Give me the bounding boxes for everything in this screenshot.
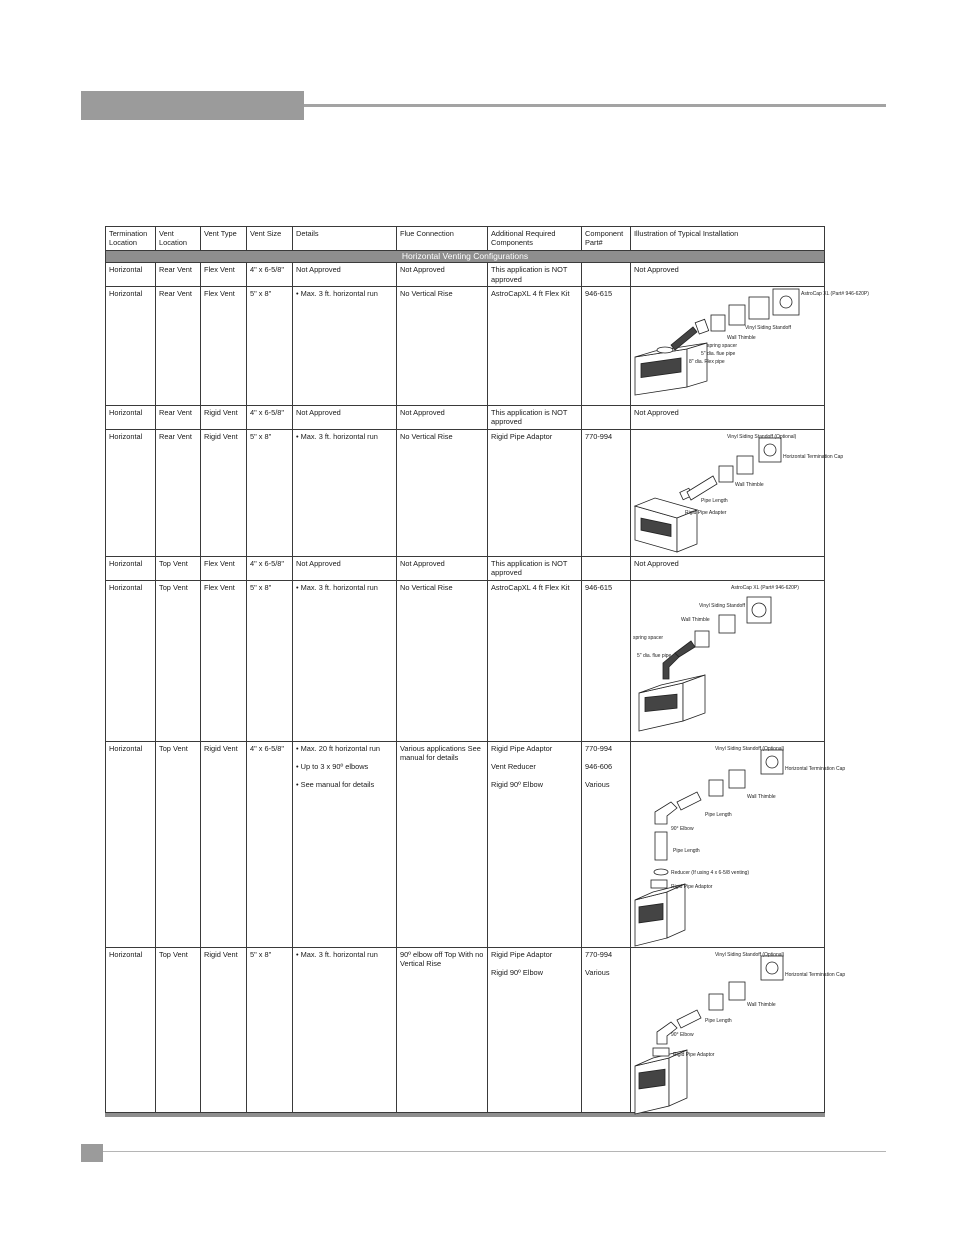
cell-details: Not Approved (293, 263, 397, 287)
cell-details: Not Approved (293, 406, 397, 430)
cell-term: Horizontal (106, 556, 156, 580)
label-wall-thimble: Wall Thimble (727, 335, 756, 342)
section-header-row (106, 250, 825, 262)
label-pipe-length: Pipe Length (705, 811, 732, 818)
component-line: Rigid 90º Elbow (491, 780, 543, 790)
detail-line: • Up to 3 x 90º elbows (296, 762, 369, 772)
label-rigid-pipe-adaptor: Rigid Pipe Adaptor (673, 1051, 715, 1058)
cell-loc: Rear Vent (156, 263, 201, 287)
cell-components (488, 741, 582, 947)
col-termination-location: Termination Location (106, 227, 156, 251)
cell-term: Horizontal (106, 429, 156, 556)
cell-type: Rigid Vent (201, 406, 247, 430)
cell-parts (582, 741, 631, 947)
cell-size: 4" x 6-5/8" (247, 406, 293, 430)
cell-size: 5" x 8" (247, 429, 293, 556)
component-line: Rigid Pipe Adaptor (491, 743, 553, 753)
label-flue-pipe: 5" dia. flue pipe (637, 652, 672, 659)
cell-type: Flex Vent (201, 287, 247, 406)
cell-components: Rigid Pipe Adaptor (488, 429, 582, 556)
table-row (106, 556, 825, 580)
cell-loc: Top Vent (156, 947, 201, 1112)
installation-illustration (631, 948, 846, 1112)
detail-line: • See manual for details (296, 780, 375, 790)
cell-term: Horizontal (106, 580, 156, 741)
col-additional-components: Additional Required Components (488, 227, 582, 251)
label-spring-spacer: spring spacer (707, 343, 738, 350)
cell-type: Flex Vent (201, 580, 247, 741)
cell-type: Rigid Vent (201, 429, 247, 556)
part-line: Various (585, 780, 610, 790)
footer-tab (81, 1144, 103, 1162)
component-line: Vent Reducer (491, 762, 536, 772)
cell-loc: Rear Vent (156, 429, 201, 556)
vent-kit-drawing (651, 750, 783, 888)
detail-line: • Max. 20 ft horizontal run (296, 743, 380, 753)
cell-illustration: Not Approved (631, 406, 825, 430)
cell-flue: Not Approved (397, 406, 488, 430)
label-rigid-pipe-adapter: Rigid Pipe Adapter (685, 509, 727, 516)
table-row (106, 287, 825, 406)
cell-parts: 946-615 (582, 580, 631, 741)
cell-term: Horizontal (106, 263, 156, 287)
cell-term: Horizontal (106, 947, 156, 1112)
header-tab (81, 91, 304, 120)
cell-type: Flex Vent (201, 556, 247, 580)
installation-illustration (631, 430, 844, 556)
table-row (106, 406, 825, 430)
component-line: Rigid Pipe Adaptor (491, 949, 553, 959)
cell-details: • Max. 3 ft. horizontal run (293, 947, 397, 1112)
label-pipe-length: Pipe Length (701, 497, 728, 504)
cell-components: This application is NOT approved (488, 556, 582, 580)
cell-loc: Rear Vent (156, 406, 201, 430)
cell-flue: 90º elbow off Top With no Vertical Rise (397, 947, 488, 1112)
label-wall-thimble: Wall Thimble (747, 1001, 776, 1008)
part-line: 770-994 (585, 949, 613, 959)
vent-kit-drawing (663, 597, 771, 679)
cell-size: 4" x 6-5/8" (247, 741, 293, 947)
label-termination-cap: Horizontal Termination Cap (785, 971, 846, 978)
fireplace-drawing (635, 1050, 687, 1114)
cell-loc: Top Vent (156, 580, 201, 741)
cell-type: Rigid Vent (201, 947, 247, 1112)
cell-illustration (631, 741, 846, 947)
cell-illustration: Not Approved (631, 263, 825, 287)
fireplace-drawing (635, 884, 685, 946)
cell-components: This application is NOT approved (488, 263, 582, 287)
venting-table (105, 226, 869, 1117)
label-wall-thimble: Wall Thimble (735, 481, 764, 488)
cell-type: Flex Vent (201, 263, 247, 287)
header-rule (304, 104, 886, 107)
cell-parts: 770-994 (582, 429, 631, 556)
cell-details: • Max. 3 ft. horizontal run (293, 429, 397, 556)
cell-size: 5" x 8" (247, 947, 293, 1112)
part-line: 946-606 (585, 762, 613, 772)
table-bottom-bar (106, 1112, 825, 1116)
cell-components: AstroCapXL 4 ft Flex Kit (488, 287, 582, 406)
label-siding-standoff: Vinyl Siding Standoff (745, 325, 791, 332)
cell-flue: Not Approved (397, 556, 488, 580)
table-row (106, 741, 825, 947)
cell-details: • Max. 3 ft. horizontal run (293, 287, 397, 406)
table-header-row (106, 227, 825, 251)
fireplace-drawing (639, 675, 705, 731)
label-astrocap: AstroCap XL (Part# 946-620P) (731, 584, 799, 591)
col-details: Details (293, 227, 397, 251)
col-flue-connection: Flue Connection (397, 227, 488, 251)
cell-parts (582, 406, 631, 430)
cell-parts: 946-615 (582, 287, 631, 406)
cell-size: 4" x 6-5/8" (247, 263, 293, 287)
cell-flue: No Vertical Rise (397, 287, 488, 406)
cell-size: 5" x 8" (247, 580, 293, 741)
cell-flue: Not Approved (397, 263, 488, 287)
cell-size: 4" x 6-5/8" (247, 556, 293, 580)
col-illustration: Illustration of Typical Installation (631, 227, 825, 251)
label-astrocap: AstroCap XL (Part# 946-620P) (801, 291, 869, 298)
installation-illustration (631, 742, 846, 947)
label-termination-cap: Horizontal Termination Cap (785, 765, 846, 772)
label-elbow: 90° Elbow (671, 825, 694, 832)
label-wall-thimble: Wall Thimble (747, 793, 776, 800)
label-pipe-length: Pipe Length (705, 1017, 732, 1024)
cell-illustration (631, 580, 825, 741)
label-rigid-pipe-adaptor: Rigid Pipe Adaptor (671, 883, 713, 890)
cell-size: 5" x 8" (247, 287, 293, 406)
col-vent-type: Vent Type (201, 227, 247, 251)
label-siding-standoff: Vinyl Siding Standoff (Optional) (715, 745, 785, 752)
footer-rule (103, 1151, 886, 1152)
cell-details: • Max. 3 ft. horizontal run (293, 580, 397, 741)
table-row (106, 263, 825, 287)
cell-illustration (631, 429, 844, 556)
col-vent-location: Vent Location (156, 227, 201, 251)
col-component-part: Component Part# (582, 227, 631, 251)
component-line: Rigid 90º Elbow (491, 968, 543, 978)
section-title: Horizontal Venting Configurations (106, 250, 825, 262)
cell-parts (582, 263, 631, 287)
cell-term: Horizontal (106, 406, 156, 430)
table-row (106, 429, 825, 556)
label-siding-standoff: Vinyl Siding Standoff (Optional) (727, 433, 797, 440)
cell-details (293, 741, 397, 947)
cell-parts (582, 947, 631, 1112)
label-flex-pipe: 8" dia. Flex pipe (689, 359, 725, 366)
cell-components (488, 947, 582, 1112)
vent-kit-drawing (680, 438, 781, 500)
cell-flue: No Vertical Rise (397, 429, 488, 556)
label-spring-spacer: spring spacer (633, 634, 664, 641)
cell-illustration: Not Approved (631, 556, 825, 580)
col-vent-size: Vent Size (247, 227, 293, 251)
cell-flue: No Vertical Rise (397, 580, 488, 741)
cell-loc: Rear Vent (156, 287, 201, 406)
label-wall-thimble: Wall Thimble (681, 616, 710, 623)
installation-illustration (631, 581, 825, 741)
cell-illustration (631, 287, 869, 406)
label-elbow: 90° Elbow (671, 1031, 694, 1038)
cell-components: This application is NOT approved (488, 406, 582, 430)
part-line: 770-994 (585, 743, 613, 753)
cell-loc: Top Vent (156, 556, 201, 580)
label-siding-standoff: Vinyl Siding Standoff (699, 602, 745, 609)
cell-term: Horizontal (106, 741, 156, 947)
cell-components: AstroCapXL 4 ft Flex Kit (488, 580, 582, 741)
cell-illustration (631, 947, 846, 1112)
fireplace-drawing (635, 498, 697, 552)
cell-parts (582, 556, 631, 580)
label-reducer: Reducer (If using 4 x 6-5/8 venting) (671, 869, 750, 876)
label-siding-standoff: Vinyl Siding Standoff (Optional) (715, 951, 785, 958)
label-flue-pipe: 5" dia. flue pipe (701, 351, 736, 358)
cell-flue: Various applications See manual for details (397, 741, 488, 947)
part-line: Various (585, 968, 610, 978)
installation-illustration (631, 287, 869, 405)
cell-details: Not Approved (293, 556, 397, 580)
cell-loc: Top Vent (156, 741, 201, 947)
cell-term: Horizontal (106, 287, 156, 406)
table-row (106, 580, 825, 741)
label-termination-cap: Horizontal Termination Cap (783, 453, 844, 460)
cell-type: Rigid Vent (201, 741, 247, 947)
label-pipe-length-vertical: Pipe Length (673, 847, 700, 854)
table-row (106, 947, 825, 1112)
fireplace-drawing (635, 343, 707, 395)
